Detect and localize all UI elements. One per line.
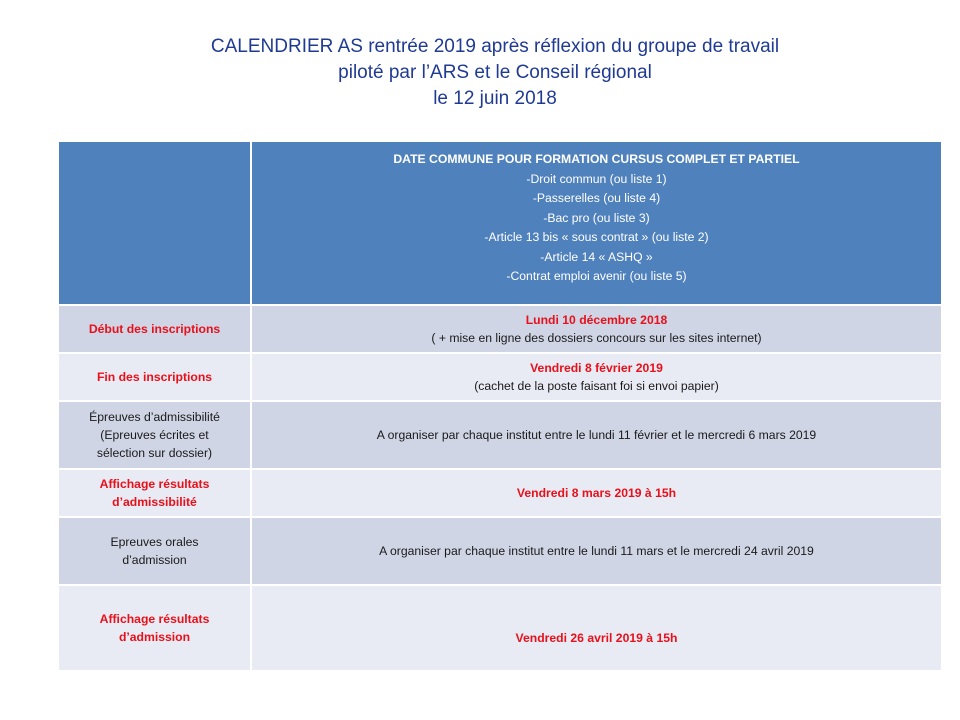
header-item: -Passerelles (ou liste 4) (532, 191, 661, 205)
row-label-line: d’admissibilité (112, 495, 197, 509)
row-label-line: d’admission (118, 630, 191, 644)
row-label (58, 401, 251, 469)
row-label (58, 469, 251, 517)
row-value (251, 585, 942, 671)
header-item: -Contrat emploi avenir (ou liste 5) (506, 269, 687, 283)
row-value-text: A organiser par chaque institut entre le lundi 11 mars et le mercredi 24 avril 2019 (379, 544, 814, 558)
row-value-date: Lundi 10 décembre 2018 (525, 313, 668, 327)
row-value (251, 469, 942, 517)
table-row (58, 517, 942, 585)
row-value-text: A organiser par chaque institut entre le lundi 11 février et le mercredi 6 mars 2019 (376, 428, 817, 442)
row-value (251, 517, 942, 585)
row-label-line: sélection sur dossier) (96, 446, 213, 460)
header-right-cell (251, 141, 942, 305)
title-line-2: piloté par l’ARS et le Conseil régional (338, 62, 652, 83)
header-item: -Droit commun (ou liste 1) (526, 171, 667, 186)
table-row (58, 353, 942, 401)
table-header-row (58, 141, 942, 305)
row-label (58, 353, 251, 401)
title-line-3: le 12 juin 2018 (433, 88, 557, 109)
row-value (251, 401, 942, 469)
header-item: -Article 13 bis « sous contrat » (ou liste 2) (484, 230, 709, 244)
row-label-line: (Epreuves écrites et (100, 428, 209, 442)
table-row (58, 585, 942, 671)
row-value-date: Vendredi 8 février 2019 (530, 361, 663, 375)
row-value-date: Vendredi 8 mars 2019 à 15h (516, 486, 677, 500)
row-label (58, 585, 251, 671)
row-label-line: Epreuves orales (110, 535, 199, 549)
row-value-note: (cachet de la poste faisant foi si envoi papier) (474, 379, 719, 393)
title-line-1: CALENDRIER AS rentrée 2019 après réflexion du groupe de travail (210, 36, 780, 57)
row-label-line: Affichage résultats (99, 477, 210, 491)
row-label-text: Début des inscriptions (88, 322, 221, 336)
row-label-line: Affichage résultats (99, 612, 210, 626)
row-label (58, 517, 251, 585)
row-label-text: Fin des inscriptions (96, 370, 213, 384)
table-row (58, 469, 942, 517)
row-value-date: Vendredi 26 avril 2019 à 15h (515, 631, 678, 645)
table-row (58, 401, 942, 469)
header-title: DATE COMMUNE POUR FORMATION CURSUS COMPLET ET PARTIEL (393, 152, 800, 166)
row-label-line: Épreuves d’admissibilité (89, 410, 220, 424)
row-label (58, 305, 251, 353)
row-value (251, 305, 942, 353)
row-label-line: d’admission (122, 553, 187, 567)
header-item: -Article 14 « ASHQ » (540, 249, 653, 264)
slide-title (150, 34, 840, 112)
header-item: -Bac pro (ou liste 3) (543, 210, 650, 225)
table-row (58, 305, 942, 353)
row-value (251, 353, 942, 401)
header-left-cell (58, 141, 251, 305)
row-value-note: ( + mise en ligne des dossiers concours sur les sites internet) (431, 331, 762, 345)
schedule-table (57, 140, 943, 672)
